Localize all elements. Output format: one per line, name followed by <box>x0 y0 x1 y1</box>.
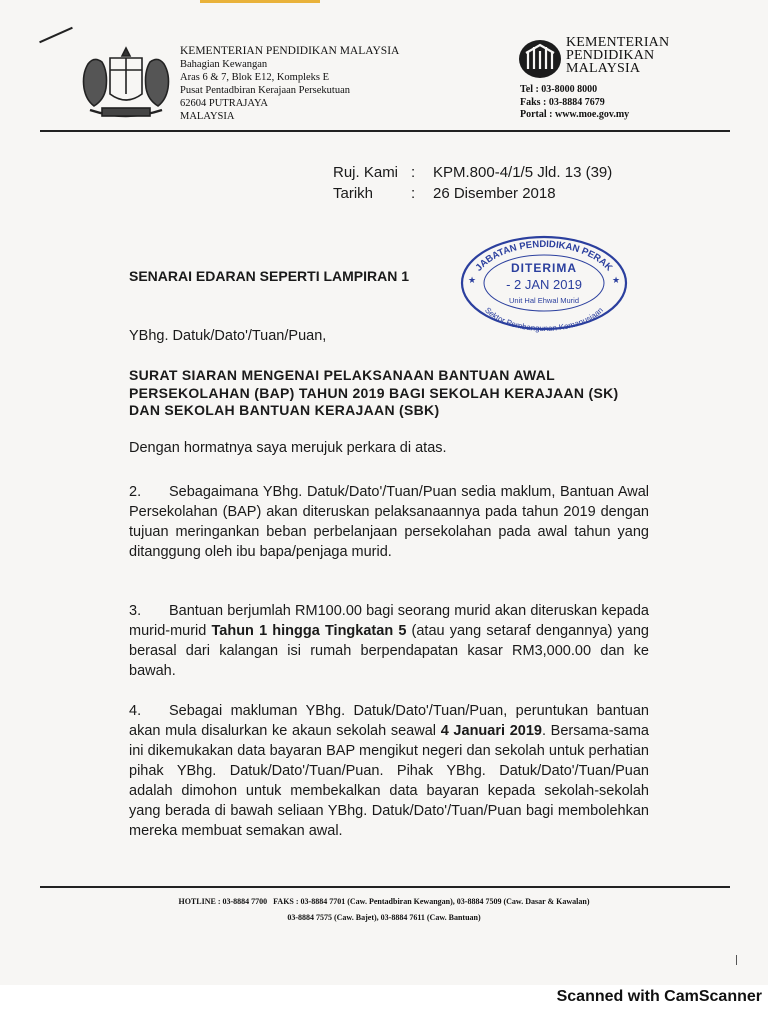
paragraph-text: Sebagaimana YBhg. Datuk/Dato'/Tuan/Puan sedia maklum, Bantuan Awal Persekolahan (BAP) akan diteruskan pelaksanaannya pada tahun 2019 dengan tujuan meringankan beban perbelanjaan persekolahan pada awal tahun yang ditanggung oleh ibu bapa/penjaga murid. <box>129 484 649 560</box>
paragraph-text: Bantuan berjumlah RM100.00 bagi seorang murid akan diteruskan kepada murid-murid <box>129 603 649 639</box>
paragraph-number: 3. <box>129 603 142 619</box>
letter-footer <box>0 894 768 926</box>
stamp-top-text: JABATAN PENDIDIKAN PERAK <box>473 238 615 274</box>
contact-fax: Faks : 03-8884 7679 <box>520 96 605 108</box>
paragraph-2 <box>129 482 649 562</box>
letterhead-address-line: Pusat Pentadbiran Kerajaan Persekutuan <box>180 85 350 96</box>
pen-mark <box>39 27 73 43</box>
letterhead-org: KEMENTERIAN PENDIDIKAN MALAYSIA <box>180 45 400 57</box>
letterhead-address <box>180 45 399 123</box>
footer-hotline: HOTLINE : 03-8884 7700 <box>178 897 268 906</box>
received-stamp <box>458 233 630 333</box>
reference-block <box>333 162 612 204</box>
clip-mark <box>200 0 320 3</box>
letterhead-address-line: 62604 PUTRAJAYA <box>180 98 269 109</box>
letterhead-division: Bahagian Kewangan <box>180 59 268 70</box>
stamp-unit: Unit Hal Ehwal Murid <box>508 296 580 305</box>
star-icon: ★ <box>468 275 477 285</box>
paragraph-text: (atau yang setaraf dengannya) yang berasal dari kalangan isi rumah berpendapatan kasar RM3,000.00 dan ke bawah. <box>129 623 649 679</box>
stamp-date: - 2 JAN 2019 <box>506 277 582 292</box>
footer-fax-line: FAKS : 03-8884 7701 (Caw. Pentadbiran Kewangan), 03-8884 7509 (Caw. Dasar & Kawalan) <box>273 897 590 906</box>
ref-label: Ruj. Kami <box>333 164 399 181</box>
letterhead-brand <box>566 36 669 75</box>
paragraph-3 <box>129 601 649 681</box>
ref-colon: : <box>411 164 416 181</box>
brand-line: PENDIDIKAN <box>566 48 655 63</box>
date-value: 26 Disember 2018 <box>433 185 556 202</box>
malaysia-coat-of-arms-icon <box>80 44 172 122</box>
salutation: YBhg. Datuk/Dato'/Tuan/Puan, <box>129 328 327 344</box>
header-divider <box>40 130 730 132</box>
paragraph-emphasis: 4 Januari 2019 <box>440 723 542 739</box>
contact-portal: Portal : www.moe.gov.my <box>520 109 630 120</box>
letterhead-contact <box>520 84 629 122</box>
paragraph-number: 2. <box>129 484 142 500</box>
date-colon: : <box>411 185 416 202</box>
paragraph-4 <box>129 701 649 841</box>
star-icon: ★ <box>612 275 621 285</box>
letterhead-address-line: MALAYSIA <box>180 111 235 122</box>
footer-fax-line-2: 03-8884 7575 (Caw. Bajet), 03-8884 7611 (Caw. Bantuan) <box>287 913 481 922</box>
recipient-list-heading: SENARAI EDARAN SEPERTI LAMPIRAN 1 <box>129 268 410 284</box>
stamp-bottom-text: Sektor Pembangunan Kemanusiaan <box>483 305 605 333</box>
paragraph-emphasis: Tahun 1 hingga Tingkatan 5 <box>211 623 407 639</box>
brand-line: MALAYSIA <box>566 61 641 76</box>
letter-subject: SURAT SIARAN MENGENAI PELAKSANAAN BANTUAN AWAL PERSEKOLAHAN (BAP) TAHUN 2019 BAGI SEKOLAH KERAJAAN (SK) DAN SEKOLAH BANTUAN KERAJAAN (SBK) <box>129 367 619 418</box>
brand-line: KEMENTERIAN <box>566 35 670 50</box>
paragraph-text: . Bersama-sama ini dikemukakan data bayaran BAP mengikut negeri dan sekolah untuk perhatian pihak YBhg. Datuk/Dato'/Tuan/Puan. Pihak YBhg. Datuk/Dato'/Tuan/Puan adalah dimohon untuk membekalkan data bayaran kepada sekolah-sekolah yang berada di bawah seliaan YBhg. Datuk/Dato'/Tuan/Puan bagi membolehkan mereka membuat semakan awal. <box>129 723 649 839</box>
paragraph-number: 4. <box>129 703 142 719</box>
date-label: Tarikh <box>333 185 374 202</box>
ref-value: KPM.800-4/1/5 Jld. 13 (39) <box>433 164 613 181</box>
paragraph-text: Sebagai makluman YBhg. Datuk/Dato'/Tuan/Puan, peruntukan bantuan akan mula disalurkan ke akaun sekolah seawal <box>129 703 649 739</box>
letterhead-address-line: Aras 6 & 7, Blok E12, Kompleks E <box>180 72 330 83</box>
opening-line: Dengan hormatnya saya merujuk perkara di atas. <box>129 440 447 456</box>
scanner-watermark: Scanned with CamScanner <box>556 988 762 1005</box>
edge-mark <box>736 955 737 965</box>
footer-divider <box>40 886 730 888</box>
stamp-received: DITERIMA <box>511 261 577 275</box>
moe-logo-icon <box>518 39 562 79</box>
contact-tel: Tel : 03-8000 8000 <box>520 84 598 95</box>
